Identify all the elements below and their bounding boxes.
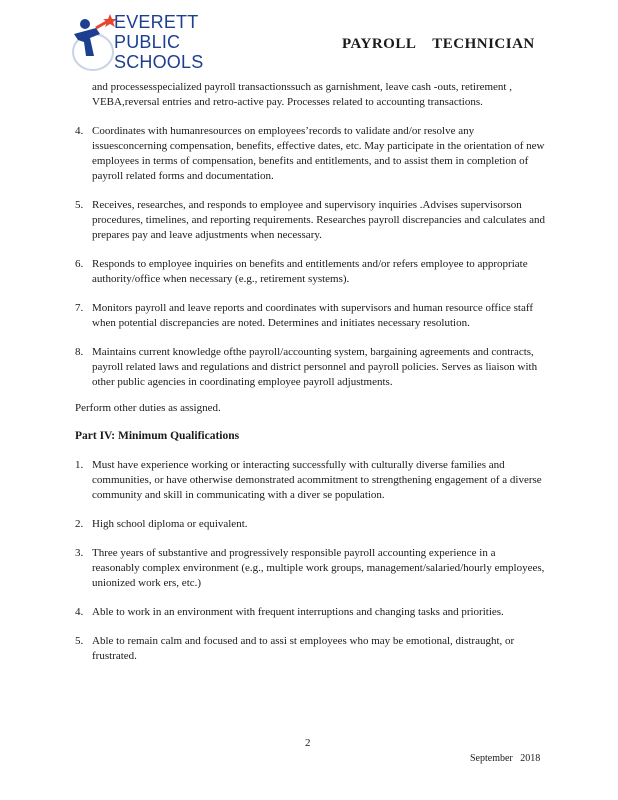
- list-item: [75, 345, 545, 390]
- item-number: 6.: [75, 258, 84, 270]
- item-text: Responds to employee inquiries on benefits and entitlements and/or refers employee to appropriate authority/office when necessary (e.g., retirement systems).: [92, 258, 528, 285]
- qualifications-list: [75, 458, 545, 664]
- item-text: Able to remain calm and focused and to assi st employees who may be emotional, distraught, or frustrated.: [92, 635, 515, 662]
- list-item: [75, 198, 545, 243]
- item-number: 5.: [75, 199, 84, 211]
- item-text: Must have experience working or interacting successfully with culturally diverse families and communities, or have otherwise demonstrated acommitment to strengthening engagement of a diverse community and skill in communicating with a diver se population.: [92, 459, 542, 501]
- list-item: [75, 517, 545, 532]
- item-number: 7.: [75, 302, 84, 314]
- item-text: Maintains current knowledge ofthe payroll/accounting system, bargaining agreements and contracts, payroll related laws and regulations and district personnel and payroll policies. Serves as liaison with other public agencies in coordinating employee payroll adjustments.: [92, 346, 538, 388]
- list-item: [75, 301, 545, 331]
- item-text: Three years of substantive and progressively responsible payroll accounting experience in a reasonably complex environment (e.g., multiple work groups, management/salaried/hourly employees, unionized work ers, etc.): [92, 547, 545, 589]
- document-body: [75, 80, 545, 664]
- document-title: PAYROLL TECHNICIAN: [342, 36, 535, 52]
- page-number: 2: [305, 737, 311, 749]
- district-logo: [70, 12, 240, 80]
- other-duties-text: Perform other duties as assigned.: [75, 402, 221, 414]
- item-number: 4.: [75, 125, 84, 137]
- person-star-icon: [70, 12, 116, 74]
- item-text: Monitors payroll and leave reports and coordinates with supervisors and human resource office staff when potential discrepancies are noted. Determines and initiates necessary resolution.: [92, 302, 533, 329]
- item-number: 1.: [75, 459, 84, 471]
- logo-line-3: SCHOOLS: [114, 52, 204, 72]
- duties-list: [75, 124, 545, 390]
- item-number: 4.: [75, 606, 84, 618]
- list-item: [75, 124, 545, 184]
- logo-line-1: EVERETT: [114, 12, 199, 32]
- item-number: 5.: [75, 635, 84, 647]
- list-item: [75, 458, 545, 503]
- item-number: 3.: [75, 547, 84, 559]
- list-item: [75, 257, 545, 287]
- list-item: [75, 634, 545, 664]
- item-text: Able to work in an environment with frequent interruptions and changing tasks and priorities.: [92, 606, 504, 618]
- item-text: Receives, researches, and responds to employee and supervisory inquiries .Advises supervisorson procedures, timelines, and reporting requirements. Researches payroll discrepancies and calculates and prepares pay and leave adjustments when necessary.: [92, 199, 545, 241]
- item-number: 8.: [75, 346, 84, 358]
- section-heading: Part IV: Minimum Qualifications: [75, 430, 240, 442]
- list-item: [75, 605, 545, 620]
- continued-duty-text: and processesspecialized payroll transactionssuch as garnishment, leave cash -outs, retirement , VEBA,reversal entries and retro-active pay. Processes related to accounting transactions.: [92, 81, 512, 108]
- footer-date: September 2018: [470, 753, 541, 764]
- list-item: [75, 546, 545, 591]
- item-text: Coordinates with humanresources on employees’records to validate and/or resolve any issuesconcerning compensation, benefits, effective dates, etc. May participate in the orientation of new employees in terms of compensation, benefits and entitlements, and to assist them in completion of payroll related forms and documentation.: [92, 125, 545, 182]
- logo-line-2: PUBLIC: [114, 32, 181, 52]
- item-text: High school diploma or equivalent.: [92, 518, 248, 530]
- item-number: 2.: [75, 518, 84, 530]
